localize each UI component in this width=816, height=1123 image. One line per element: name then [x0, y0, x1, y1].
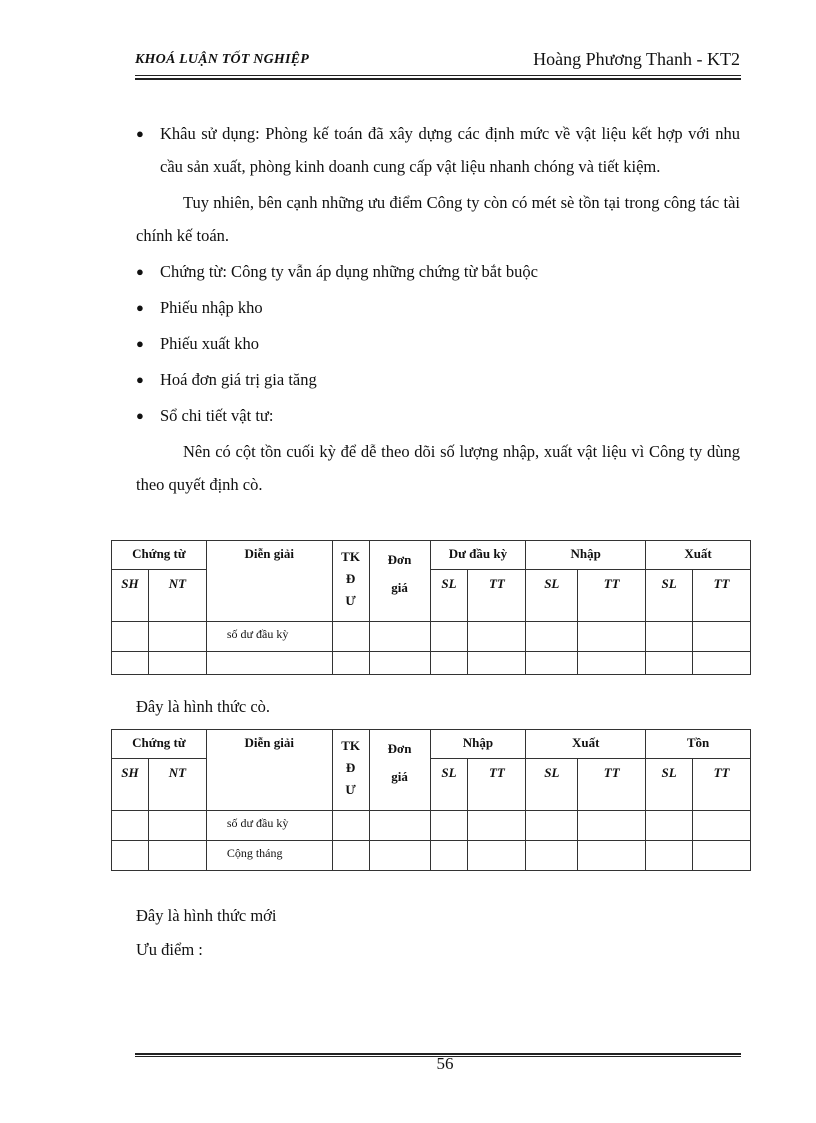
- col-tk-du: [332, 541, 369, 622]
- col-sh: SH: [112, 759, 149, 811]
- col-sh: SH: [112, 570, 149, 622]
- row-label: số dư đầu kỳ: [206, 622, 332, 652]
- bullet-dot-icon: ●: [136, 336, 144, 351]
- bullet-item: [136, 399, 740, 432]
- table-row: [112, 652, 751, 675]
- col-sl: SL: [646, 759, 693, 811]
- col-sl: SL: [430, 570, 468, 622]
- header-rule-thin: [135, 75, 741, 76]
- caption-old-form: Đây là hình thức cò.: [136, 697, 271, 716]
- ledger-table-old: [111, 540, 751, 675]
- bullet-dot-icon: ●: [136, 300, 144, 315]
- col-sl: SL: [430, 759, 468, 811]
- page-number: 56: [436, 1054, 454, 1073]
- bullet-dot-icon: ●: [136, 126, 144, 141]
- col-nt: NT: [148, 759, 206, 811]
- col-group-2: Nhập: [526, 541, 646, 570]
- bullet-text: Hoá đơn giá trị gia tăng: [160, 370, 317, 389]
- header-author: Hoàng Phương Thanh - KT2: [533, 49, 740, 69]
- bullet-text: Khâu sử dụng: Phòng kế toán đã xây dựng các định mức về vật liệu kết hợp với nhu cầu sản xuất, phòng kinh doanh cung cấp vật liệu nhanh chóng và tiết kiệm.: [160, 124, 740, 176]
- table-row: [112, 811, 751, 841]
- col-group-3: Tồn: [646, 730, 751, 759]
- col-tt: TT: [693, 570, 751, 622]
- col-tt: TT: [578, 759, 646, 811]
- bullet-text: Phiếu xuất kho: [160, 334, 259, 353]
- page-header: [135, 49, 740, 75]
- table-row: [112, 622, 751, 652]
- bullet-item: [136, 363, 740, 396]
- col-dien-giai: Diễn giải: [206, 730, 332, 811]
- body-text: [136, 114, 740, 501]
- col-don-gia-text: Đơn giá: [387, 741, 412, 784]
- col-don-gia-text: Đơn giá: [387, 552, 412, 595]
- paragraph: Tuy nhiên, bên cạnh những ưu điểm Công ty còn có mét sè tồn tại trong công tác tài chính kế toán.: [136, 193, 740, 245]
- col-tk-du: [332, 730, 369, 811]
- caption-advantages: Ưu điểm :: [136, 940, 203, 959]
- col-tt: TT: [693, 759, 751, 811]
- col-tk-du-text: TK Đ Ư: [341, 738, 360, 797]
- col-group-1: Dư đầu kỳ: [430, 541, 526, 570]
- bullet-text: Phiếu nhập kho: [160, 298, 263, 317]
- bullet-item: [136, 327, 740, 360]
- bullet-text: Chứng từ: Công ty vẫn áp dụng những chứng từ bắt buộc: [160, 262, 538, 281]
- bullet-dot-icon: ●: [136, 372, 144, 387]
- ledger-table-new: [111, 729, 751, 871]
- col-tt: TT: [578, 570, 646, 622]
- caption-new-form: Đây là hình thức mới: [136, 906, 277, 925]
- col-chung-tu: Chứng từ: [112, 730, 207, 759]
- bullet-dot-icon: ●: [136, 408, 144, 423]
- col-sl: SL: [526, 759, 578, 811]
- bullet-item: [136, 255, 740, 288]
- col-nt: NT: [148, 570, 206, 622]
- col-chung-tu: Chứng từ: [112, 541, 207, 570]
- header-title: KHOÁ LUẬN TỐT NGHIỆP: [135, 52, 309, 67]
- col-tt: TT: [468, 759, 526, 811]
- bullet-text: Sổ chi tiết vật tư:: [160, 406, 274, 425]
- row-label: số dư đầu kỳ: [206, 811, 332, 841]
- row-label: [206, 652, 332, 675]
- row-label: Cộng tháng: [206, 841, 332, 871]
- col-sl: SL: [526, 570, 578, 622]
- table-row: [112, 841, 751, 871]
- paragraph: Nên có cột tồn cuối kỳ để dễ theo dõi số lượng nhập, xuất vật liệu vì Công ty dùng theo quyết định cò.: [136, 442, 740, 494]
- col-group-1: Nhập: [430, 730, 526, 759]
- col-tk-du-text: TK Đ Ư: [341, 549, 360, 608]
- bullet-item: [136, 117, 740, 183]
- col-group-3: Xuất: [646, 541, 751, 570]
- col-group-2: Xuất: [526, 730, 646, 759]
- col-tt: TT: [468, 570, 526, 622]
- header-rule-thick: [135, 78, 741, 80]
- col-dien-giai: Diễn giải: [206, 541, 332, 622]
- col-don-gia: [369, 541, 430, 622]
- col-don-gia: [369, 730, 430, 811]
- bullet-dot-icon: ●: [136, 264, 144, 279]
- col-sl: SL: [646, 570, 693, 622]
- bullet-item: [136, 291, 740, 324]
